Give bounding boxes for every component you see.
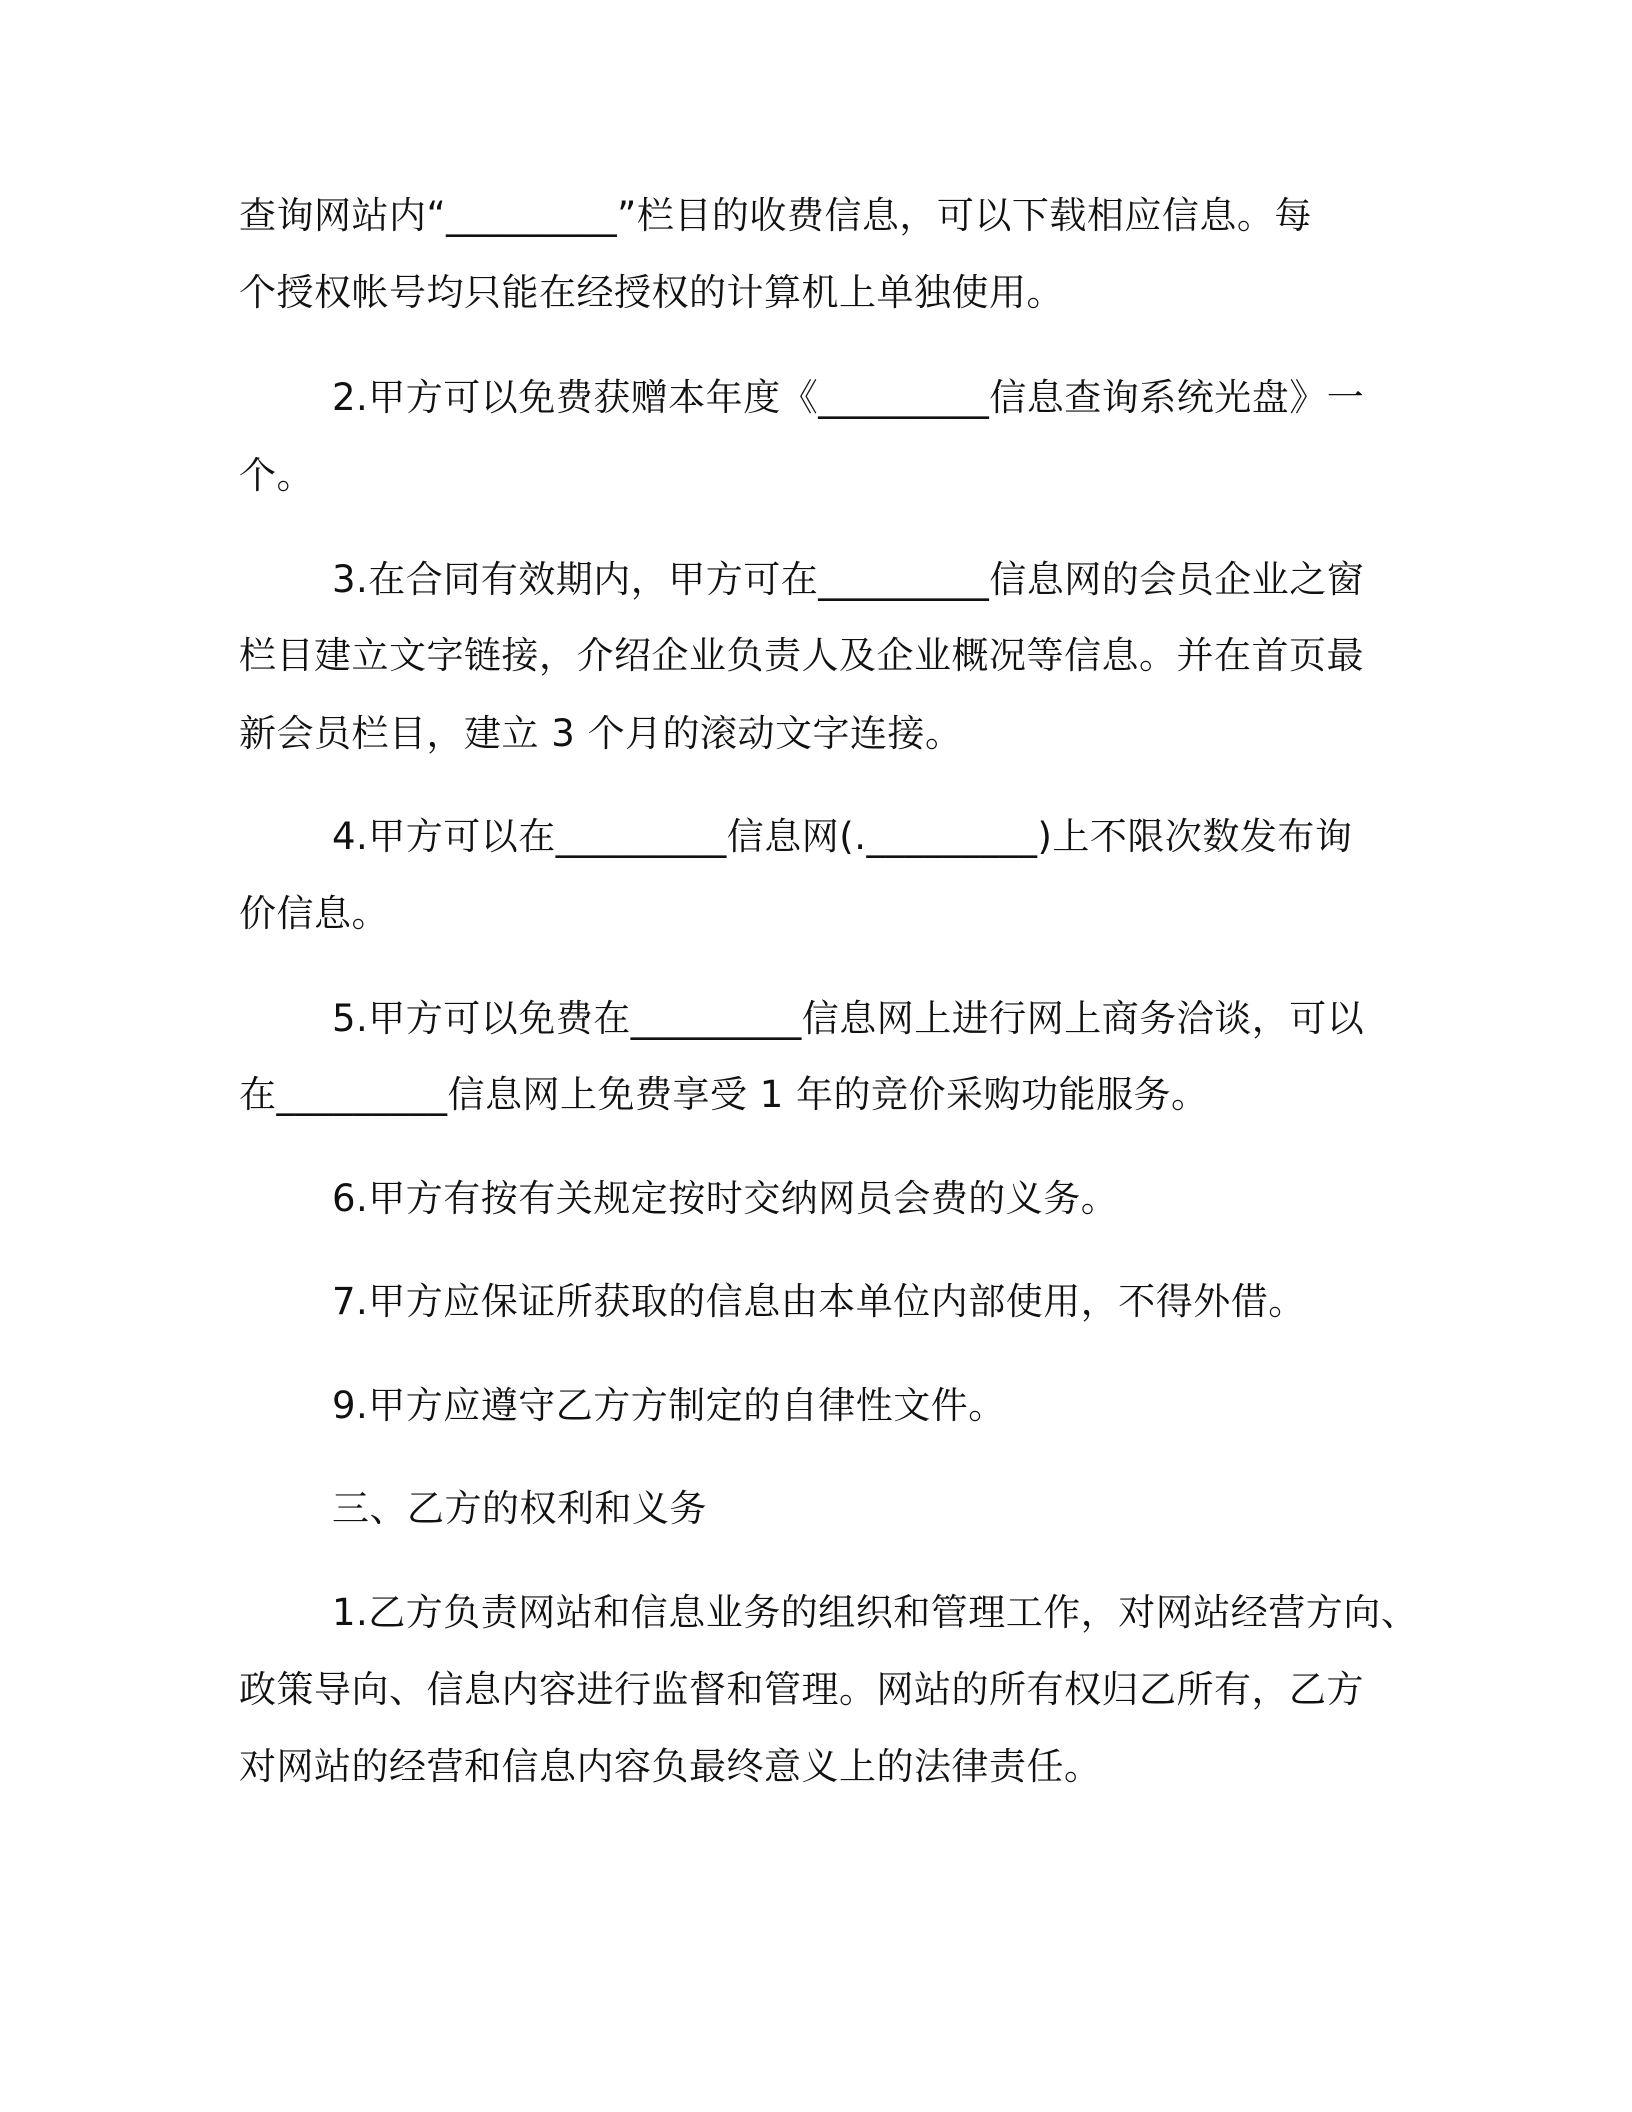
item-4-line-2: 价信息。 [239, 892, 389, 935]
item-7: 7.甲方应保证所获取的信息由本单位内部使用，不得外借。 [332, 1280, 1306, 1323]
item-9: 9.甲方应遵守乙方方制定的自律性文件。 [332, 1384, 1006, 1427]
paragraph-1-line-1: 查询网站内“_________”栏目的收费信息，可以下载相应信息。每 [239, 194, 1312, 237]
item-5-line-1: 5.甲方可以免费在_________信息网上进行网上商务洽谈，可以 [332, 997, 1365, 1040]
paragraph-1-line-2: 个授权帐号均只能在经授权的计算机上单独使用。 [239, 271, 1064, 314]
item-2-line-2: 个。 [239, 454, 314, 497]
item-2-line-1: 2.甲方可以免费获赠本年度《_________信息查询系统光盘》一 [332, 376, 1365, 419]
item-3-line-2: 栏目建立文字链接，介绍企业负责人及企业概况等信息。并在首页最 [239, 634, 1364, 677]
item-3-line-3: 新会员栏目，建立 3 个月的滚动文字连接。 [239, 712, 963, 755]
item-1-line-3: 对网站的经营和信息内容负最终意义上的法律责任。 [239, 1745, 1102, 1788]
item-6: 6.甲方有按有关规定按时交纳网员会费的义务。 [332, 1177, 1119, 1220]
item-4-line-1: 4.甲方可以在_________信息网(._________)上不限次数发布询 [332, 815, 1353, 858]
item-1-line-1: 1.乙方负责网站和信息业务的组织和管理工作，对网站经营方向、 [332, 1591, 1419, 1634]
section-heading-3: 三、乙方的权利和义务 [332, 1487, 707, 1530]
item-3-line-1: 3.在合同有效期内，甲方可在_________信息网的会员企业之窗 [332, 558, 1365, 601]
item-5-line-2: 在_________信息网上免费享受 1 年的竞价采购功能服务。 [239, 1073, 1209, 1116]
item-1-line-2: 政策导向、信息内容进行监督和管理。网站的所有权归乙所有，乙方 [239, 1668, 1364, 1711]
